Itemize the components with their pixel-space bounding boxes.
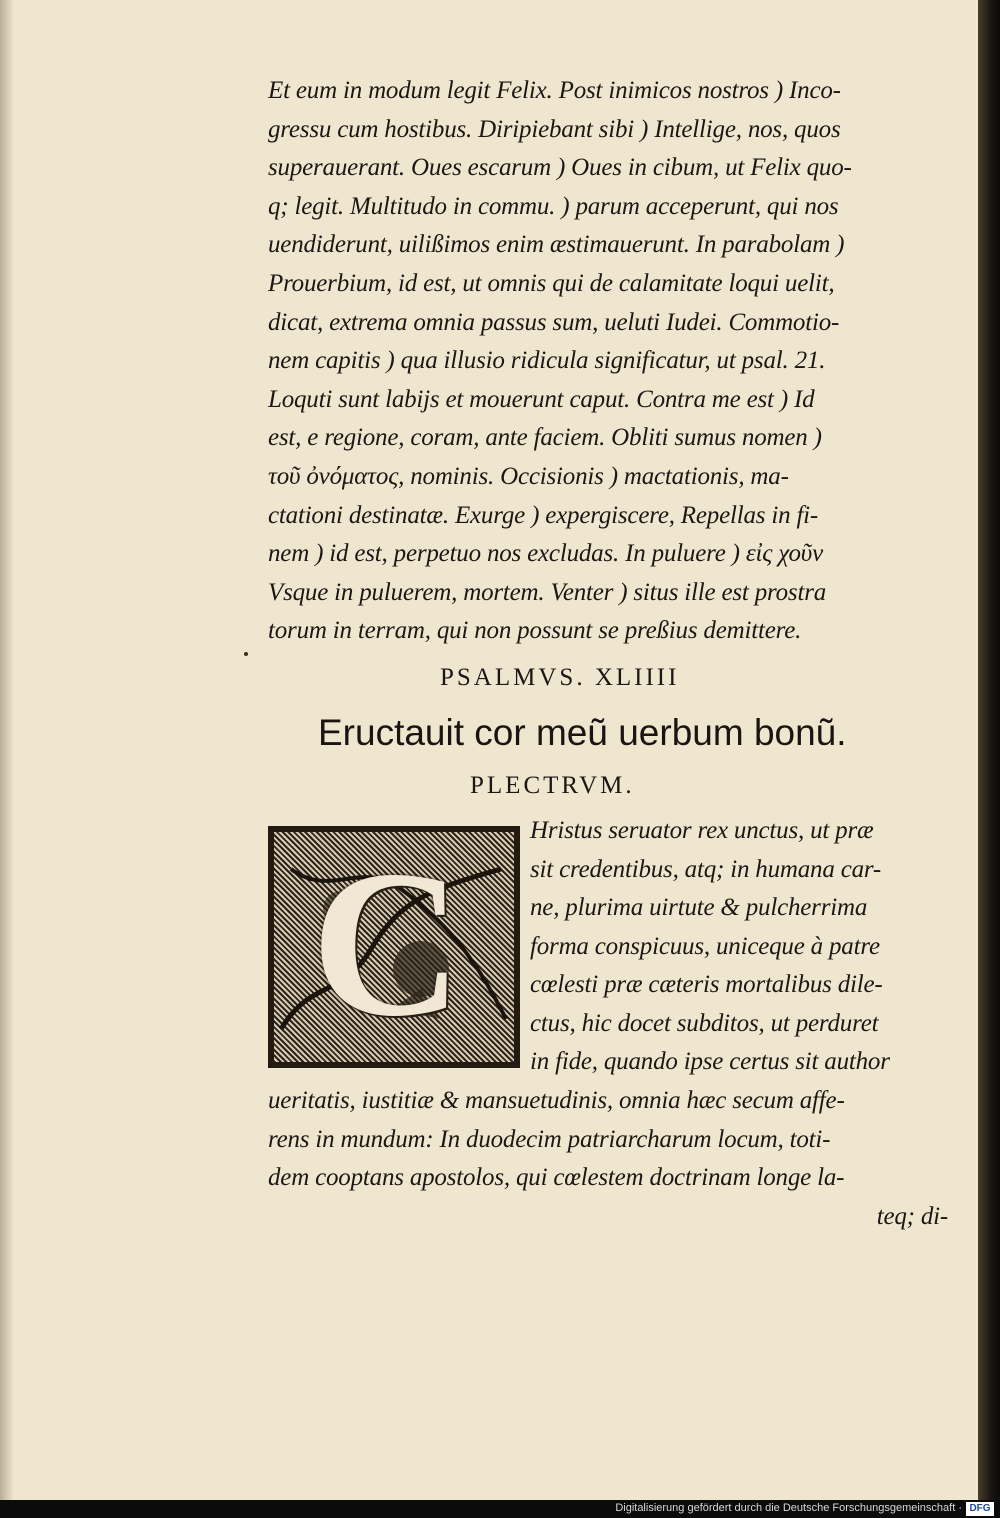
text-line: ctationi destinatæ. Exurge ) expergiscere, Repellas in fi- [268,501,819,529]
text-line: Hristus seruator rex unctus, ut præ [530,817,874,844]
margin-mark [244,652,248,656]
funding-credit: Digitalisierung gefördert durch die Deutsche Forschungsgemeinschaft · [615,1502,962,1514]
text-line: superauerant. Oues escarum ) Oues in cibum, ut Felix quo- [268,154,852,182]
initial-letter: C [311,828,463,1060]
commentary-text [268,72,948,651]
text-line: rens in mundum: In duodecim patriarcharum locum, toti- [268,1125,831,1153]
catchword: teq; di- [876,1202,948,1230]
text-line: cœlesti præ cæteris mortalibus dile- [530,971,883,998]
text-line: ne, plurima uirtute & pulcherrima [530,894,868,921]
psalm-title: PSALMVS. XLIIII [440,664,680,691]
text-line: uendiderunt, uilißimos enim æstimauerunt. In parabolam ) [268,231,845,259]
dfg-logo: DFG [966,1502,994,1516]
gutter-shadow [0,0,14,1500]
section-heading: PLECTRVM. [470,772,635,799]
text-line: ctus, hic docet subditos, ut perduret [530,1009,879,1037]
text-line: τοῦ ὀνόματος, nominis. Occisionis ) mactationis, ma- [268,462,789,490]
text-line: Loquti sunt labijs et mouerunt caput. Contra me est ) Id [268,385,815,413]
text-line: forma conspicuus, uniceque à patre [530,932,880,960]
plectrum-text-continued [268,1082,948,1236]
text-line: Et eum in modum legit Felix. Post inimicos nostros ) Inco- [268,77,841,104]
text-line: q; legit. Multitudo in commu. ) parum acceperunt, qui nos [268,192,839,220]
decorated-initial-woodcut [268,826,520,1068]
text-line: ueritatis, iustitiæ & mansuetudinis, omnia hæc secum affe- [268,1087,845,1114]
text-line: Prouerbium, id est, ut omnis qui de calamitate loqui uelit, [268,269,835,297]
plectrum-text-beside-initial [530,812,950,1082]
footer-bar [0,1500,1000,1518]
text-line: dicat, extrema omnia passus sum, ueluti Iudei. Commotio- [268,308,840,336]
text-line: dem cooptans apostolos, qui cœlestem doctrinam longe la- [268,1164,845,1191]
text-line: in fide, quando ipse certus sit author [530,1048,890,1075]
text-line: nem ) id est, perpetuo nos excludas. In puluere ) εἰς χοῦν [268,540,823,568]
text-line: nem capitis ) qua illusio ridicula significatur, ut psal. 21. [268,347,826,375]
text-line: Vsque in puluerem, mortem. Venter ) situs ille est prostra [268,578,827,606]
text-line: gressu cum hostibus. Diripiebant sibi ) Intellige, nos, quos [268,115,841,143]
page-edge-shadow [978,0,1000,1500]
text-line: torum in terram, qui non possunt se preßius demittere. [268,617,802,645]
verse-title: Eructauit cor meũ uerbum bonũ. [318,712,847,753]
text-line: sit credentibus, atq; in humana car- [530,855,882,883]
text-line: est, e regione, coram, ante faciem. Obliti sumus nomen ) [268,424,822,452]
